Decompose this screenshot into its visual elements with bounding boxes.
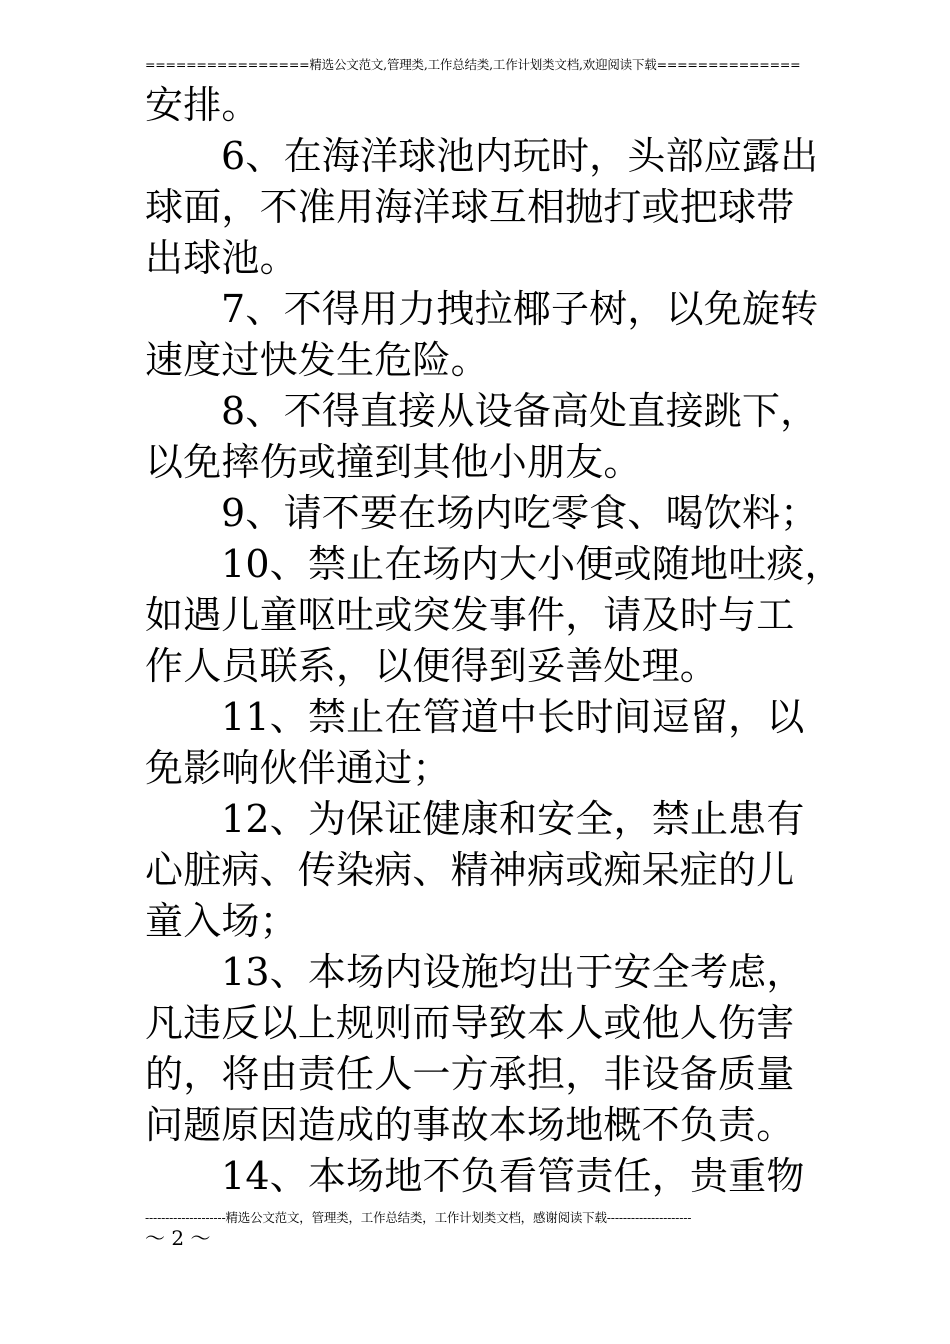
text-line: 13、本场内设施均出于安全考虑， xyxy=(221,950,805,994)
text-line: 的，将由责任人一方承担，非设备质量 xyxy=(145,1052,795,1096)
text-line: 12、为保证健康和安全，禁止患有 xyxy=(221,797,805,841)
text-line: 凡违反以上规则而导致本人或他人伤害 xyxy=(145,1001,795,1045)
text-line: 作人员联系，以便得到妥善处理。 xyxy=(145,644,719,688)
text-line: 7、不得用力拽拉椰子树，以免旋转 xyxy=(221,287,819,331)
text-line: 球面，不准用海洋球互相抛打或把球带 xyxy=(145,185,795,229)
text-line: 如遇儿童呕吐或突发事件，请及时与工 xyxy=(145,593,795,637)
page-header: ================精选公文范文,管理类,工作总结类,工作计划类文档,欢迎阅读下载============== xyxy=(145,57,801,72)
text-line: 安排。 xyxy=(145,83,260,127)
text-line: 11、禁止在管道中长时间逗留，以 xyxy=(221,695,805,739)
text-line: 14、本场地不负看管责任，贵重物 xyxy=(221,1154,805,1198)
document-body xyxy=(145,80,843,1202)
page-footer: --------------------精选公文范文，管理类，工作总结类，工作计划类文档，感谢阅读下载--------------------- xyxy=(145,1210,692,1225)
page-number: ～ 2 ～ xyxy=(145,1226,211,1250)
text-line: 9、请不要在场内吃零食、喝饮料； xyxy=(221,491,819,535)
text-line: 速度过快发生危险。 xyxy=(145,338,489,382)
text-line: 10、禁止在场内大小便或随地吐痰， xyxy=(221,542,843,586)
text-line: 免影响伙伴通过； xyxy=(145,746,451,790)
text-line: 童入场； xyxy=(145,899,298,943)
text-line: 问题原因造成的事故本场地概不负责。 xyxy=(145,1103,795,1147)
text-line: 8、不得直接从设备高处直接跳下， xyxy=(221,389,819,433)
text-line: 以免摔伤或撞到其他小朋友。 xyxy=(145,440,642,484)
text-line: 6、在海洋球池内玩时，头部应露出 xyxy=(221,134,819,178)
text-line: 心脏病、传染病、精神病或痴呆症的儿 xyxy=(145,848,795,892)
text-line: 出球池。 xyxy=(145,236,298,280)
